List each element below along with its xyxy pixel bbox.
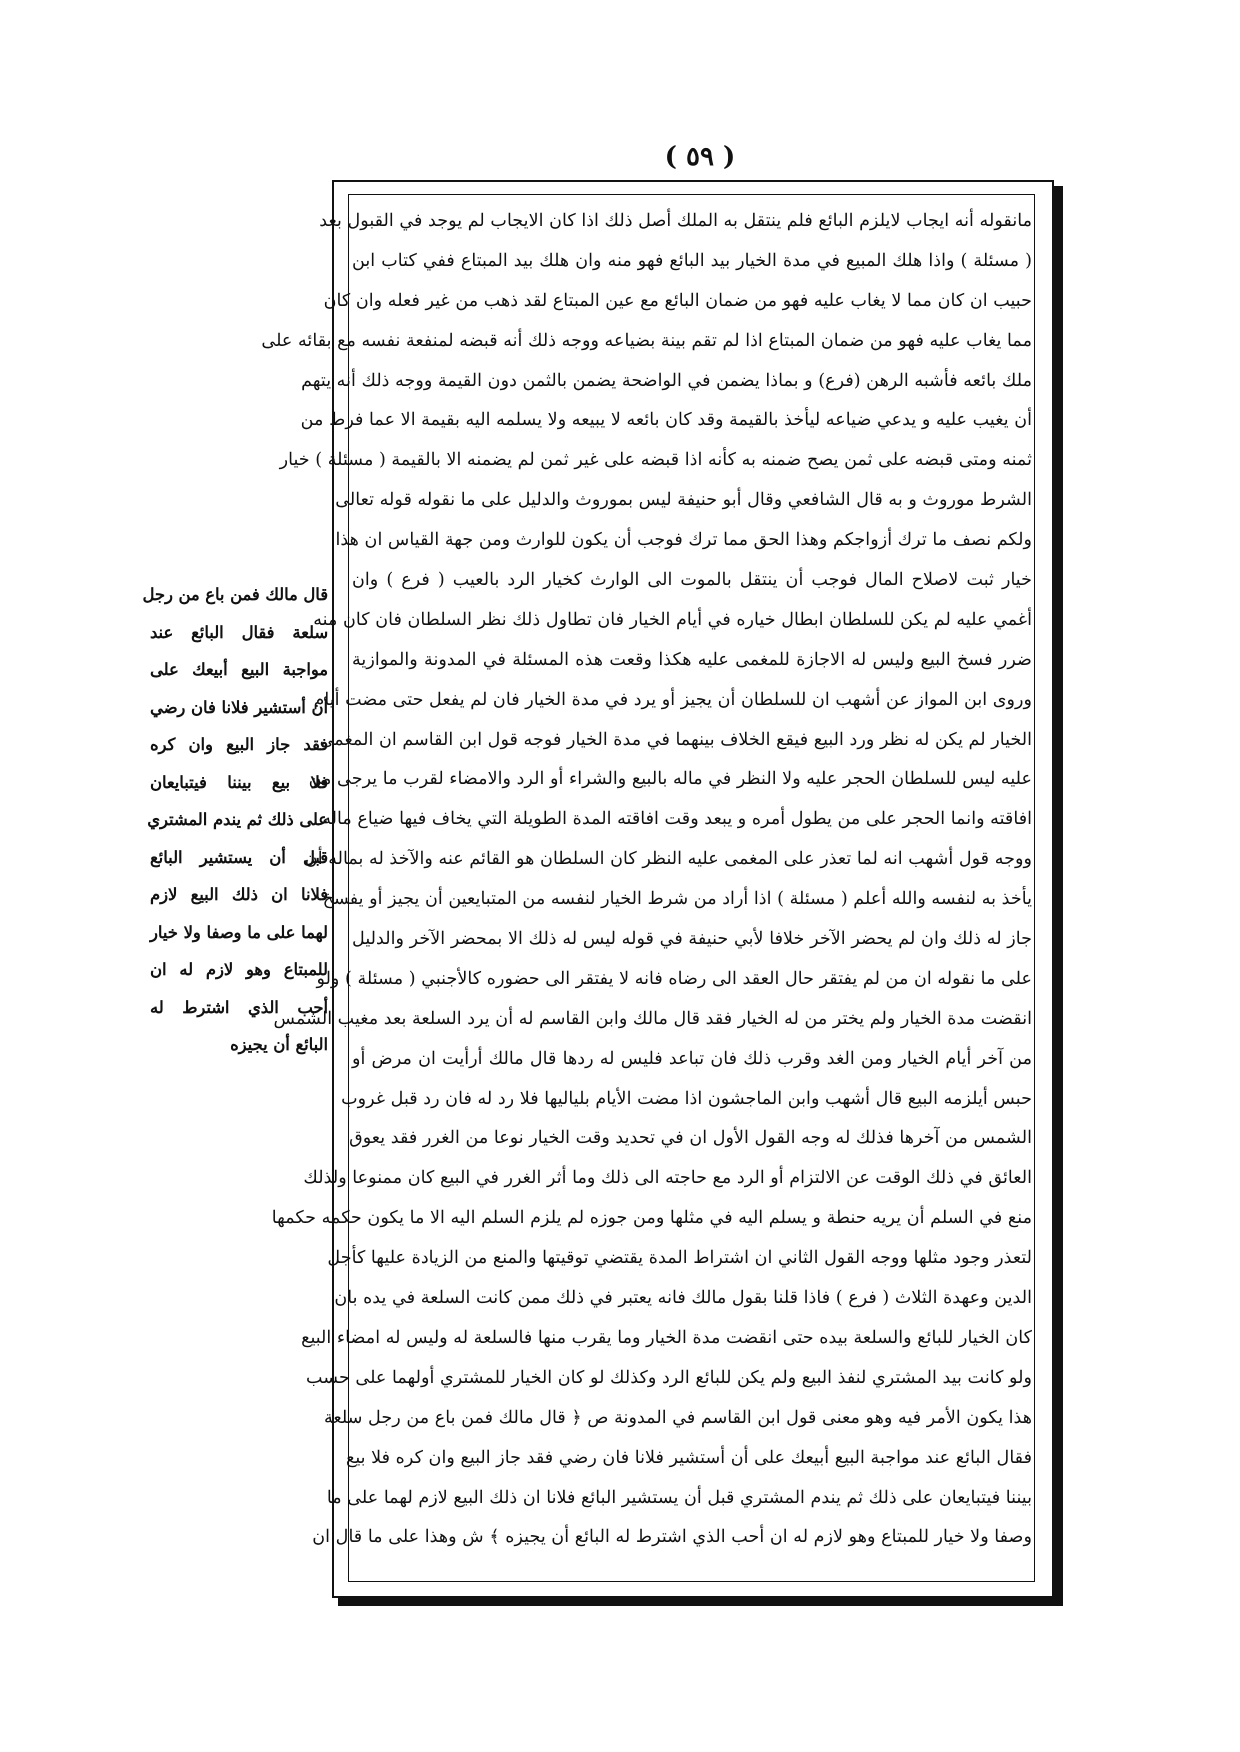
- main-text-line: العائق في ذلك الوقت عن الالتزام أو الرد مع حاجته الى ذلك وما أثر الغرر في البيع كان ممنوعا ولذلك: [303, 1168, 1032, 1189]
- main-text-line: ( مسئلة ) واذا هلك المبيع في مدة الخيار بيد البائع فهو منه وان هلك بيد المبتاع ففي كتاب ابن: [352, 250, 1032, 271]
- main-text-line: أغمي عليه لم يكن للسلطان ابطال خياره في أيام الخيار فان تطاول ذلك نظر السلطان فان كان منه: [313, 609, 1032, 630]
- margin-note-line: لهما على ما وصفا ولا خيار: [150, 922, 328, 942]
- margin-note-line: مواجبة البيع أبيعك على: [150, 660, 328, 679]
- main-text-line: يأخذ به لنفسه والله أعلم ( مسئلة ) اذا أراد من شرط الخيار لنفسه من المتبايعين أن يجيز أو يفسخ: [322, 889, 1032, 910]
- main-text-line: لتعذر وجود مثلها ووجه القول الثاني ان اشتراط المدة يقتضي توقيتها والمنع من الزيادة عليها كأجل: [327, 1248, 1032, 1269]
- main-text-line: انقضت مدة الخيار ولم يختر من له الخيار فقد قال مالك وابن القاسم له أن يرد السلعة بعد مغيب الشمس: [273, 1008, 1032, 1029]
- main-text-line: حبيب ان كان مما لا يغاب عليه فهو من ضمان البائع مع عين المبتاع لقد ذهب من غير فعله وان كان: [323, 290, 1032, 311]
- main-text-line: ولكم نصف ما ترك أزواجكم وهذا الحق مما ترك فوجب أن يكون للوارث ومن جهة القياس ان هذا: [335, 530, 1032, 551]
- margin-note-line: فلا بيع بيننا فيتبايعان: [150, 772, 328, 792]
- main-text-line: الشرط موروث و به قال الشافعي وقال أبو حنيفة ليس بموروث والدليل على ما نقوله قوله تعالى: [335, 490, 1032, 511]
- margin-note-line: فقد جاز البيع وان كره: [150, 735, 328, 754]
- margin-note-line: على ذلك ثم يندم المشتري: [147, 810, 328, 829]
- main-text-line: ثمنه ومتى قبضه على ثمن يصح ضمنه به كأنه اذا قبضه على غير ثمن لم يضمنه الا بالقيمة ( مسئلة ) خيار: [279, 450, 1032, 471]
- main-text-line: كان الخيار للبائع والسلعة بيده حتى انقضت مدة الخيار وما يقرب منها فالسلعة له وليس له امضاء البيع: [301, 1327, 1032, 1348]
- main-text-line: ضرر فسخ البيع وليس له الاجازة للمغمى عليه هكذا وقعت هذه المسئلة في المدونة والموازية: [352, 649, 1032, 670]
- main-text-line: فقال البائع عند مواجبة البيع أبيعك على أن أستشير فلانا فان رضي فقد جاز البيع وان كره فلا بيع: [346, 1447, 1032, 1468]
- main-text-line: بيننا فيتبايعان على ذلك ثم يندم المشتري قبل أن يستشير البائع فلانا ان ذلك البيع لازم لهما على ما: [326, 1487, 1032, 1508]
- main-text-line: أن يغيب عليه و يدعي ضياعه ليأخذ بالقيمة وقد كان بائعه لا يبيعه ولا يسلمه اليه بقيمة الا عما فرط من: [300, 410, 1032, 431]
- main-text-line: افاقته وانما الحجر على من يطول أمره و يبعد وقت افاقته المدة الطويلة التي يخاف فيها ضياع ماله: [322, 809, 1032, 830]
- main-text-line: الشمس من آخرها فذلك له وجه القول الأول ان في تحديد وقت الخيار نوعا من الغرر فقد يعوق: [349, 1128, 1032, 1149]
- margin-note-line: سلعة فقال البائع عند: [150, 622, 328, 642]
- margin-note-line: أحب الذي اشترط له: [150, 997, 328, 1017]
- main-text-line: من آخر أيام الخيار ومن الغد وقرب ذلك فان تباعد فليس له ردها قال مالك أرأيت ان مرض أو: [352, 1048, 1032, 1069]
- margin-note-line: للمبتاع وهو لازم له ان: [150, 960, 328, 979]
- main-text-line: ملك بائعه فأشبه الرهن (فرع) و بماذا يضمن في الواضحة يضمن بالثمن دون القيمة ووجه ذلك أنه يتهم: [301, 370, 1032, 391]
- margin-note-line: قبل أن يستشير البائع: [150, 847, 328, 867]
- main-text-line: حبس أيلزمه البيع قال أشهب وابن الماجشون اذا مضت الأيام بلياليها فلا رد له فان رد قبل غروب: [341, 1088, 1032, 1109]
- main-text-line: الدين وعهدة الثلاث ( فرع ) فاذا قلنا بقول مالك فانه يعتبر في ذلك ممن كانت السلعة في يده بان: [334, 1288, 1032, 1309]
- main-text-line: عليه ليس للسلطان الحجر عليه ولا النظر في ماله بالبيع والشراء أو الرد والامضاء لقرب ما يرجى من: [308, 769, 1032, 790]
- main-text-line: مما يغاب عليه فهو من ضمان المبتاع اذا لم تقم بينة بضياعه ووجه ذلك أنه قبضه لمنفعة نفسه مع بقائه على: [261, 330, 1032, 351]
- main-text-line: جاز له ذلك وان لم يحضر الآخر خلافا لأبي حنيفة في قوله ليس له ذلك الا بمحضر الآخر والدليل: [352, 929, 1032, 950]
- main-text-block: [261, 202, 1032, 1572]
- margin-note: [142, 576, 328, 1096]
- main-text-line: وروى ابن المواز عن أشهب ان للسلطان أن يجيز أو يرد في مدة الخيار فان لم يفعل حتى مضت أيام: [313, 689, 1032, 710]
- main-text-line: هذا يكون الأمر فيه وهو معنى قول ابن القاسم في المدونة ص ﴿ قال مالك فمن باع من رجل سلعة: [323, 1407, 1032, 1428]
- main-text-line: منع في السلم أن يريه حنطة و يسلم اليه في مثلها ومن جوزه لم يلزم السلم اليه الا ما يكون حكمه حكمها: [271, 1208, 1032, 1229]
- main-text-line: على ما نقوله ان من لم يفتقر حال العقد الى رضاه فانه لا يفتقر الى حضوره كالأجنبي ( مسئلة ) ولو: [316, 968, 1032, 989]
- frame-shadow-bottom: [338, 1598, 1063, 1606]
- main-text-line: ولو كانت بيد المشتري لنفذ البيع ولم يكن للبائع الرد وكذلك لو كان الخيار للمشتري أولهما على حسب: [305, 1367, 1032, 1388]
- main-text-line: خيار ثبت لاصلاح المال فوجب أن ينتقل بالموت الى الوارث كخيار الرد بالعيب ( فرع ) وان: [352, 570, 1032, 591]
- margin-note-line: فلانا ان ذلك البيع لازم: [150, 885, 328, 904]
- margin-note-line: أن أستشير فلانا فان رضي: [150, 697, 328, 717]
- margin-note-line: قال مالك فمن باع من رجل: [142, 585, 328, 604]
- margin-note-line: البائع أن يجيزه: [230, 1035, 328, 1054]
- frame-shadow-right: [1054, 186, 1063, 1604]
- main-text-line: الخيار لم يكن له نظر ورد البيع فيقع الخلاف بينهما في مدة الخيار فوجه قول ابن القاسم ان المغمى: [319, 729, 1032, 750]
- page-number: ( ٥٩ ): [664, 142, 736, 172]
- main-text-line: مانقوله أنه ايجاب لايلزم البائع فلم ينتقل به الملك أصل ذلك اذا كان الايجاب لم يوجد في القبول بعد: [319, 211, 1032, 231]
- main-text-line: وصفا ولا خيار للمبتاع وهو لازم له ان أحب الذي اشترط له البائع أن يجيزه ﴾ ش وهذا على ما قال ان: [312, 1527, 1032, 1548]
- main-text-line: ووجه قول أشهب انه لما تعذر على المغمى عليه النظر كان السلطان هو القائم عنه والآخذ له بماله أن: [304, 849, 1032, 870]
